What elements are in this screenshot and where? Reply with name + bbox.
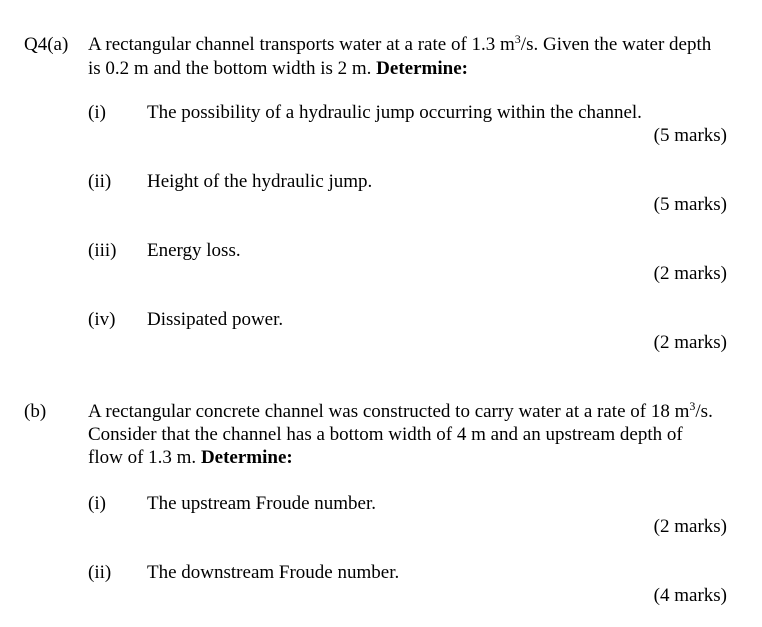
question-a-line-2-text: is 0.2 m and the bottom width is 2 m.	[88, 58, 377, 79]
question-a-line-1	[88, 33, 733, 56]
question-b-line-2: Consider that the channel has a bottom width of 4 m and an upstream depth of	[88, 424, 683, 445]
item-a-iii-number: (iii)	[88, 240, 117, 261]
question-b-line-1	[88, 400, 733, 423]
question-label-b: (b)	[24, 401, 47, 422]
item-a-iii-text: Energy loss.	[147, 240, 241, 261]
item-a-iv-text: Dissipated power.	[147, 309, 284, 330]
question-b-line-1-end: /s.	[695, 401, 713, 422]
item-a-iii-marks: (2 marks)	[653, 263, 727, 284]
item-b-ii-number: (ii)	[88, 562, 112, 583]
question-b-line-3-text: flow of 1.3 m.	[88, 447, 201, 468]
item-a-i-number: (i)	[88, 102, 106, 123]
item-b-i-marks: (2 marks)	[653, 516, 727, 537]
superscript-3-b: 3	[689, 399, 696, 413]
question-b-line-3	[88, 446, 733, 469]
item-a-iv-marks: (2 marks)	[653, 332, 727, 353]
item-a-ii-number: (ii)	[88, 171, 112, 192]
question-label-q4a: Q4(a)	[24, 34, 69, 55]
item-a-ii-text: Height of the hydraulic jump.	[147, 171, 373, 192]
item-a-iv-number: (iv)	[88, 309, 116, 330]
item-a-ii-marks: (5 marks)	[653, 194, 727, 215]
item-b-ii-text: The downstream Froude number.	[147, 562, 400, 583]
item-a-i-text: The possibility of a hydraulic jump occurring within the channel.	[147, 102, 642, 123]
item-b-ii-marks: (4 marks)	[653, 585, 727, 606]
question-a-line-2	[88, 57, 733, 80]
question-a-line-1-end: /s. Given the water depth	[520, 34, 712, 55]
question-b-line-1-text: A rectangular concrete channel was constructed to carry water at a rate of 18 m	[88, 401, 690, 422]
item-b-i-number: (i)	[88, 493, 106, 514]
item-b-i-text: The upstream Froude number.	[147, 493, 377, 514]
item-a-i-marks: (5 marks)	[653, 125, 727, 146]
determine-label: Determine:	[376, 58, 468, 79]
question-a-line-1-text: A rectangular channel transports water at a rate of 1.3 m	[88, 34, 515, 55]
superscript-3: 3	[514, 32, 521, 46]
determine-label-b: Determine:	[200, 447, 293, 468]
